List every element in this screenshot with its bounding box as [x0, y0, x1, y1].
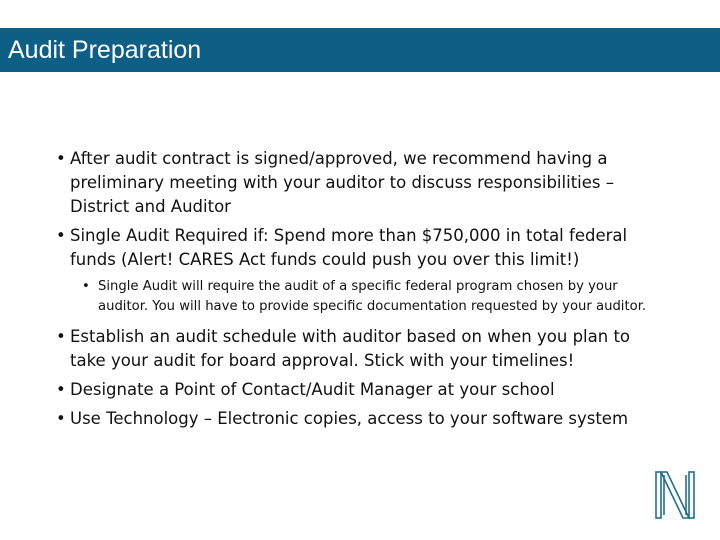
bullet-dot: •: [56, 226, 66, 245]
bullet-text: Use Technology – Electronic copies, access to your software system: [70, 409, 629, 428]
sub-bullet-item: [82, 277, 666, 317]
bullet-dot: •: [82, 279, 90, 294]
title-bar: [0, 28, 720, 72]
bullet-text: After audit contract is signed/approved, we recommend having a preliminary meeting with your auditor to discuss responsibilities – District and Auditor: [70, 149, 614, 216]
bullet-text: Designate a Point of Contact/Audit Manager at your school: [70, 380, 555, 399]
bullet-dot: •: [56, 327, 66, 346]
n-monogram-logo-icon: [652, 470, 698, 520]
bullet-dot: •: [56, 380, 66, 399]
bullet-item: [56, 224, 666, 272]
bullet-item: [56, 325, 666, 373]
bullet-text: Establish an audit schedule with auditor based on when you plan to take your audit for board approval. Stick with your timelines!: [70, 327, 631, 370]
bullet-text: Single Audit will require the audit of a specific federal program chosen by your auditor. You will have to provide specific documentation requested by your auditor.: [98, 279, 647, 314]
bullet-list: [56, 147, 666, 436]
bullet-dot: •: [56, 409, 66, 428]
slide-title: Audit Preparation: [8, 36, 202, 64]
bullet-dot: •: [56, 149, 66, 168]
bullet-text: Single Audit Required if: Spend more than $750,000 in total federal funds (Alert! CARES Act funds could push you over this limit!): [70, 226, 628, 269]
bullet-item: [56, 378, 666, 402]
bullet-item: [56, 147, 666, 219]
bullet-item: [56, 407, 666, 431]
